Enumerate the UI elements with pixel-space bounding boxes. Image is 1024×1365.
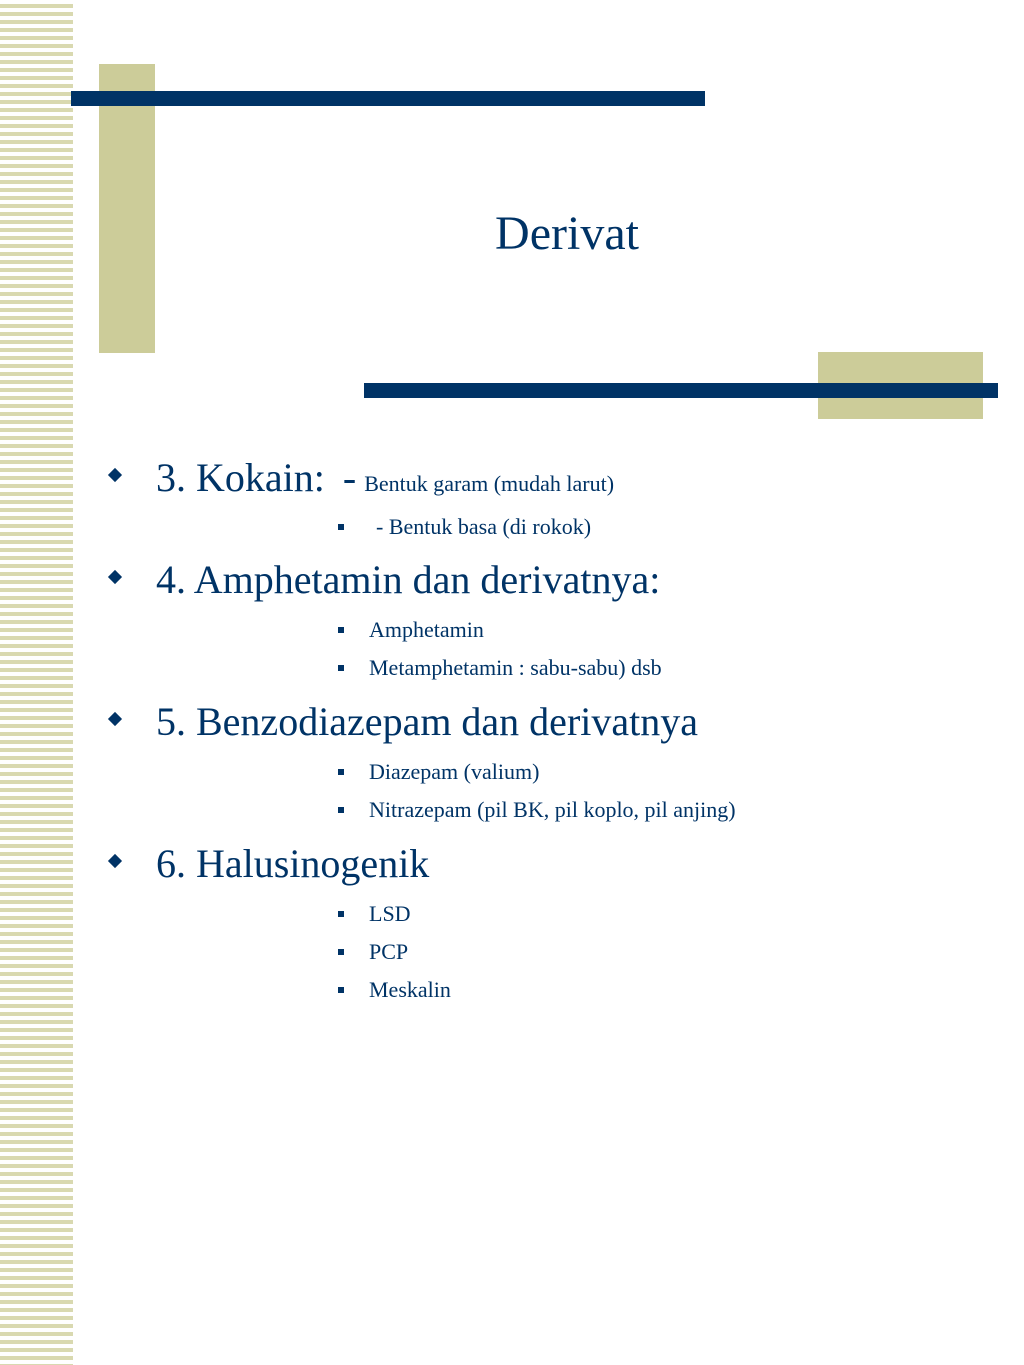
sub-list-item-label: Meskalin bbox=[369, 977, 451, 1002]
list-item-label: 4. Amphetamin dan derivatnya: bbox=[156, 557, 661, 602]
square-bullet-icon bbox=[338, 524, 344, 530]
square-bullet-icon bbox=[338, 807, 344, 813]
square-bullet-icon bbox=[338, 769, 344, 775]
slide-title: Derivat bbox=[495, 207, 639, 260]
list-item-label: 6. Halusinogenik bbox=[156, 841, 430, 886]
diamond-bullet-icon bbox=[108, 570, 122, 584]
sub-list-item-label: Nitrazepam (pil BK, pil koplo, pil anjing) bbox=[369, 797, 736, 822]
square-bullet-icon bbox=[338, 987, 344, 993]
sub-list-item-label: - Bentuk basa (di rokok) bbox=[376, 514, 592, 539]
khaki-accent-block-top bbox=[99, 64, 155, 353]
square-bullet-icon bbox=[338, 627, 344, 633]
sub-list-item-label: LSD bbox=[369, 901, 411, 926]
navy-rule-bottom bbox=[364, 383, 998, 398]
diamond-bullet-icon bbox=[108, 854, 122, 868]
striped-side-band bbox=[0, 0, 73, 1365]
sub-list-item-label: PCP bbox=[369, 939, 409, 964]
square-bullet-icon bbox=[338, 665, 344, 671]
square-bullet-icon bbox=[338, 911, 344, 917]
diamond-bullet-icon bbox=[108, 712, 122, 726]
sub-list-item-label: Amphetamin bbox=[369, 617, 484, 642]
sub-list-item-label: Diazepam (valium) bbox=[369, 759, 540, 784]
list-item-label: 3. Kokain: - Bentuk garam (mudah larut) bbox=[156, 455, 615, 500]
diamond-bullet-icon bbox=[108, 468, 122, 482]
square-bullet-icon bbox=[338, 949, 344, 955]
list-item-label: 5. Benzodiazepam dan derivatnya bbox=[156, 699, 698, 744]
sub-list-item-label: Metamphetamin : sabu-sabu) dsb bbox=[369, 655, 662, 680]
navy-rule-top bbox=[71, 91, 705, 106]
